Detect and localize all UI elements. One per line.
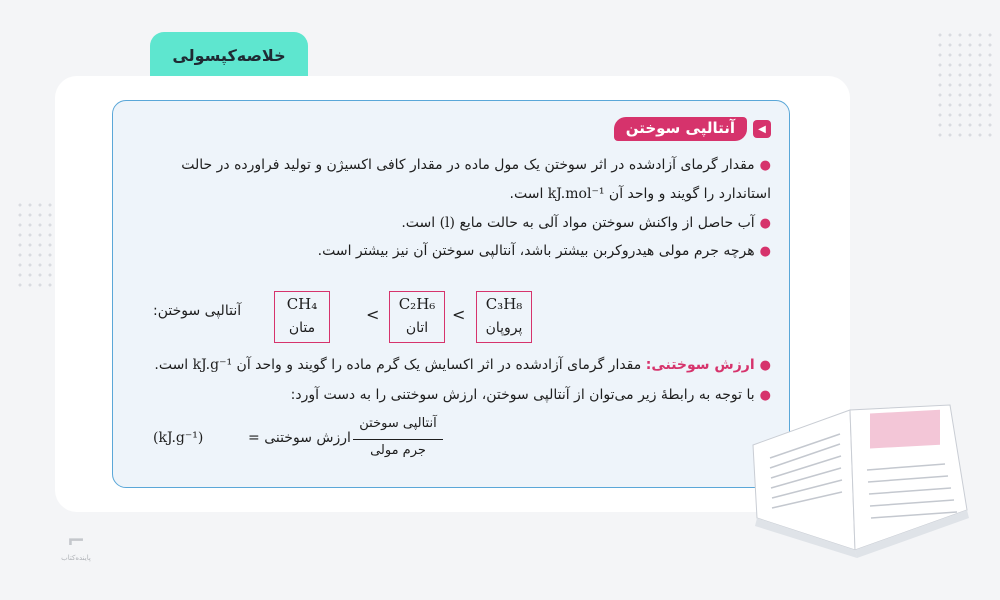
fuel-value-term: ارزش سوختنی: xyxy=(645,357,755,373)
bullet-icon: ● xyxy=(759,388,771,403)
less-than-sign: < xyxy=(452,305,466,324)
section-heading xyxy=(614,117,771,141)
formula-unit: (kJ.g⁻¹) xyxy=(153,430,204,446)
compound-formula: CH₄ xyxy=(286,295,318,313)
order-label: آنتالپی سوختن: xyxy=(153,303,242,319)
liquid-state-symbol: (l) xyxy=(439,215,455,231)
definition-line-2-end: است. xyxy=(509,186,544,202)
compound-name: اتان xyxy=(405,320,429,336)
compound-box-propane xyxy=(476,291,532,343)
compound-formula: C₂H₆ xyxy=(398,295,436,313)
relation-text: با توجه به رابطهٔ زیر می‌توان از آنتالپی سوختن، ارزش سوختنی را به دست آورد: xyxy=(290,387,755,403)
water-state-end: است. xyxy=(401,215,436,231)
enthalpy-order xyxy=(153,281,753,343)
enthalpy-unit: kJ.mol⁻¹ xyxy=(547,186,605,202)
open-book-illustration xyxy=(745,400,970,560)
dot-pattern-right xyxy=(935,30,995,140)
brand-logo xyxy=(58,530,94,570)
bullet-icon: ● xyxy=(759,244,771,259)
bullet-icon: ● xyxy=(759,216,771,231)
less-than-sign: < xyxy=(366,305,380,324)
compound-name: پروپان xyxy=(485,320,523,336)
brand-mark-icon: ⌐ xyxy=(66,529,86,554)
fuel-value-end: است. xyxy=(154,357,189,373)
compound-formula: C₃H₈ xyxy=(485,295,523,313)
bullet-icon: ● xyxy=(759,358,771,373)
compound-name: متان xyxy=(288,320,316,336)
paragraph-relation xyxy=(131,381,771,410)
water-state-text: آب حاصل از واکنش سوختن مواد آلی به حالت مایع xyxy=(459,215,755,231)
definition-line-2: استاندارد را گویند و واحد آن xyxy=(608,186,771,202)
molar-mass-text: هرچه جرم مولی هیدروکربن بیشتر باشد، آنتالپی سوختن آن نیز بیشتر است. xyxy=(317,243,755,259)
compound-box-ethane xyxy=(389,291,445,343)
formula-lhs-text: ارزش سوختنی xyxy=(264,430,351,446)
equals-sign: = xyxy=(248,430,260,446)
fuel-value-text: مقدار گرمای آزادشده در اثر اکسایش یک گرم ماده را گویند و واحد آن xyxy=(236,357,642,373)
compound-box-methane xyxy=(274,291,330,343)
formula-numerator: آنتالپی سوختن xyxy=(359,416,437,431)
fuel-value-unit: kJ.g⁻¹ xyxy=(192,357,233,373)
paragraph-molar-mass xyxy=(131,237,771,266)
section-title: آنتالپی سوختن xyxy=(614,117,747,141)
bullet-icon: ● xyxy=(759,158,771,173)
formula-lhs xyxy=(248,430,351,446)
fraction-bar xyxy=(353,439,443,440)
fuel-value-formula xyxy=(153,416,437,466)
definition-line-1: مقدار گرمای آزادشده در اثر سوختن یک مول ماده در مقدار کافی اکسیژن و تولید فراورده در حالت xyxy=(181,157,755,173)
paragraph-fuel-value xyxy=(131,351,771,380)
summary-tab-label: خلاصه‌کپسولی xyxy=(172,45,286,65)
brand-label: پاینده‌کتاب xyxy=(61,554,91,562)
formula-denominator: جرم مولی xyxy=(370,443,426,458)
paragraph-definition xyxy=(131,151,771,208)
paragraph-water-state xyxy=(131,209,771,238)
play-arrow-icon: ◀ xyxy=(753,120,771,138)
summary-tab xyxy=(150,32,308,78)
summary-box xyxy=(112,100,790,488)
dot-pattern-left xyxy=(15,200,55,290)
